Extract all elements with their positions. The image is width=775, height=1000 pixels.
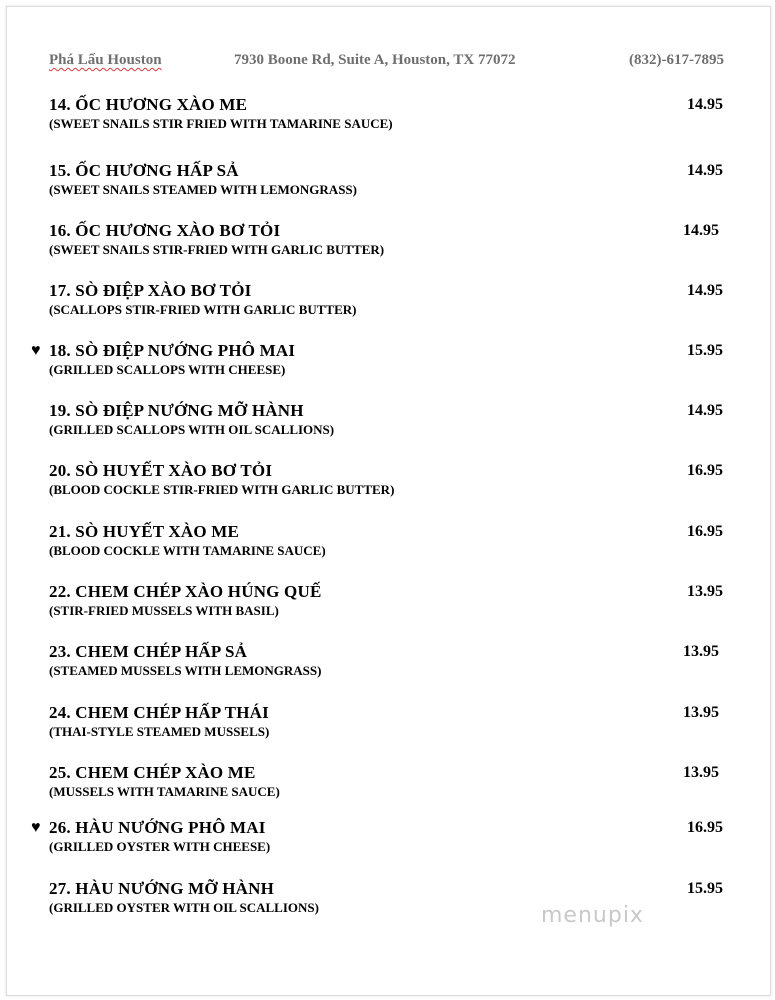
menu-item-name: 21. SÒ HUYẾT XÀO ME <box>49 522 240 541</box>
menu-item <box>0 879 775 923</box>
menu-item-description: (BLOOD COCKLE WITH TAMARINE SAUCE) <box>49 543 326 558</box>
menu-item-description: (STIR-FRIED MUSSELS WITH BASIL) <box>49 603 279 618</box>
menu-item <box>0 221 775 265</box>
menu-item <box>0 401 775 445</box>
menu-item-price: 14.95 <box>687 402 723 419</box>
menu-item-description: (BLOOD COCKLE STIR-FRIED WITH GARLIC BUTTER) <box>49 482 395 497</box>
menu-item-description: (STEAMED MUSSELS WITH LEMONGRASS) <box>49 663 322 678</box>
menu-item-price: 13.95 <box>683 643 719 660</box>
menu-item-description: (GRILLED SCALLOPS WITH OIL SCALLIONS) <box>49 422 335 437</box>
menu-item <box>0 95 775 139</box>
menu-item <box>0 341 775 385</box>
menu-item-name: 14. ỐC HƯƠNG XÀO ME <box>49 95 248 114</box>
menu-item-name: 16. ỐC HƯƠNG XÀO BƠ TỎI <box>49 221 281 240</box>
menu-item-description: (GRILLED OYSTER WITH CHEESE) <box>49 839 271 854</box>
menu-item <box>0 461 775 505</box>
menu-item-price: 13.95 <box>683 764 719 781</box>
menu-item-name: 15. ỐC HƯƠNG HẤP SẢ <box>49 161 239 180</box>
menu-item-price: 16.95 <box>687 819 723 836</box>
menu-item-price: 13.95 <box>687 583 723 600</box>
menu-item-price: 14.95 <box>687 96 723 113</box>
restaurant-name: Phá Lấu Houston <box>49 52 162 68</box>
menu-item-name: 24. CHEM CHÉP HẤP THÁI <box>49 703 269 722</box>
restaurant-address: 7930 Boone Rd, Suite A, Houston, TX 77072 <box>234 52 516 68</box>
menu-item-price: 14.95 <box>687 282 723 299</box>
menu-item-description: (GRILLED SCALLOPS WITH CHEESE) <box>49 362 286 377</box>
heart-icon: ♥ <box>31 819 41 836</box>
menu-item-description: (GRILLED OYSTER WITH OIL SCALLIONS) <box>49 900 319 915</box>
menu-item <box>0 582 775 626</box>
menupix-watermark: menupix <box>541 903 644 928</box>
menu-item <box>0 642 775 686</box>
menu-item-price: 14.95 <box>683 222 719 239</box>
menu-item-price: 14.95 <box>687 162 723 179</box>
menu-item <box>0 161 775 205</box>
menu-item-description: (SWEET SNAILS STIR FRIED WITH TAMARINE SAUCE) <box>49 116 393 131</box>
menu-item-price: 13.95 <box>683 704 719 721</box>
menu-item-description: (SWEET SNAILS STIR-FRIED WITH GARLIC BUTTER) <box>49 242 385 257</box>
menu-item-name: 22. CHEM CHÉP XÀO HÚNG QUẾ <box>49 582 322 601</box>
menu-item-description: (SCALLOPS STIR-FRIED WITH GARLIC BUTTER) <box>49 302 357 317</box>
heart-icon: ♥ <box>31 342 41 359</box>
menu-item-name: 23. CHEM CHÉP HẤP SẢ <box>49 642 248 661</box>
restaurant-phone: (832)-617-7895 <box>629 52 724 68</box>
menu-item <box>0 818 775 862</box>
menu-item <box>0 703 775 747</box>
menu-item-name: 19. SÒ ĐIỆP NƯỚNG MỠ HÀNH <box>49 401 304 420</box>
menu-item-price: 15.95 <box>687 342 723 359</box>
menu-item-name: 26. HÀU NƯỚNG PHÔ MAI <box>49 818 266 837</box>
menu-item-price: 16.95 <box>687 462 723 479</box>
menu-item-description: (SWEET SNAILS STEAMED WITH LEMONGRASS) <box>49 182 357 197</box>
menu-item <box>0 763 775 807</box>
menu-item-description: (MUSSELS WITH TAMARINE SAUCE) <box>49 784 280 799</box>
menu-item-name: 27. HÀU NƯỚNG MỠ HÀNH <box>49 879 275 898</box>
menu-item-name: 20. SÒ HUYẾT XÀO BƠ TỎI <box>49 461 273 480</box>
menu-item-price: 16.95 <box>687 523 723 540</box>
page-header <box>49 52 724 72</box>
menu-item-description: (THAI-STYLE STEAMED MUSSELS) <box>49 724 270 739</box>
menu-item-price: 15.95 <box>687 880 723 897</box>
menu-item-name: 25. CHEM CHÉP XÀO ME <box>49 763 256 782</box>
menu-item-name: 17. SÒ ĐIỆP XÀO BƠ TỎI <box>49 281 252 300</box>
menu-item-name: 18. SÒ ĐIỆP NƯỚNG PHÔ MAI <box>49 341 296 360</box>
menu-item <box>0 522 775 566</box>
menu-item <box>0 281 775 325</box>
